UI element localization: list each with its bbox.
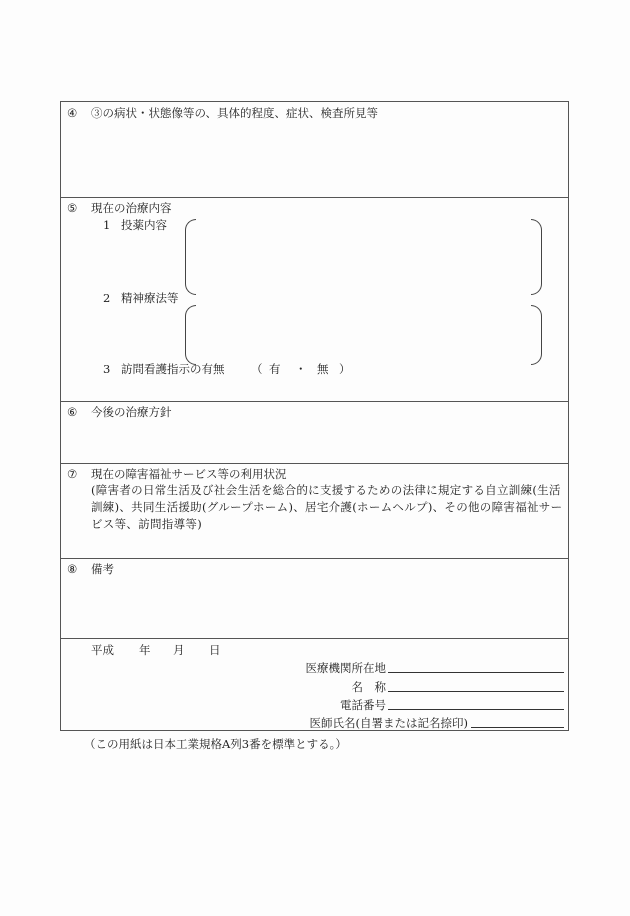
section-7-title: 現在の障害福祉サービス等の利用状況	[91, 467, 287, 481]
section-6-number: ⑥	[67, 405, 78, 419]
section-8-title: 備考	[91, 562, 114, 576]
section-7-number: ⑦	[67, 467, 78, 481]
item-1-number: 1	[103, 218, 111, 232]
choice-yes[interactable]: 有	[269, 362, 281, 376]
section-7-note: (障害者の日常生活及び社会生活を総合的に支援するための法律に規定する自立訓練(生活訓練)、共同生活援助(グループホーム)、居宅介護(ホームヘルプ)、その他の障害福祉サービス等、訪問指導等)	[91, 483, 563, 531]
footer-note: （この用紙は日本工業規格A列3番を標準とする。）	[84, 737, 347, 751]
item-1-label: 投薬内容	[121, 218, 167, 232]
item-3-label: 訪問看護指示の有無	[121, 362, 225, 376]
section-6-title: 今後の治療方針	[91, 405, 172, 419]
item-3-number: 3	[103, 362, 111, 376]
medication-field[interactable]	[197, 219, 529, 293]
section-8-number: ⑧	[67, 562, 78, 576]
item-2-number: 2	[103, 291, 111, 305]
name-field[interactable]	[388, 679, 564, 692]
left-bracket	[185, 305, 196, 365]
section-4-number: ④	[67, 106, 78, 120]
right-bracket	[531, 219, 542, 295]
name-label: 名 称	[351, 680, 386, 694]
section-4-title: ③の病状・状態像等の、具体的程度、症状、検査所見等	[91, 106, 379, 120]
day-label: 日	[209, 643, 221, 657]
psychotherapy-field[interactable]	[197, 305, 529, 363]
divider	[61, 197, 568, 198]
address-label: 医療機関所在地	[305, 661, 386, 675]
year-label: 年	[139, 643, 151, 657]
section-5-title: 現在の治療内容	[91, 201, 172, 215]
left-bracket	[185, 219, 196, 295]
doctor-label: 医師氏名(自署または記名捺印)	[309, 716, 468, 730]
divider	[61, 558, 568, 559]
choice-separator: ・	[295, 362, 307, 376]
era-label: 平成	[91, 643, 114, 657]
divider	[61, 401, 568, 402]
phone-field[interactable]	[388, 697, 564, 710]
item-2-label: 精神療法等	[121, 291, 179, 305]
choice-open-paren: （	[251, 362, 263, 376]
choice-no[interactable]: 無	[317, 362, 329, 376]
month-label: 月	[173, 643, 185, 657]
right-bracket	[531, 305, 542, 365]
form-table	[60, 101, 569, 731]
divider	[61, 463, 568, 464]
phone-label: 電話番号	[340, 698, 386, 712]
doctor-signature-field[interactable]	[471, 715, 564, 728]
choice-close-paren: ）	[339, 362, 351, 376]
divider	[61, 638, 568, 639]
section-5-number: ⑤	[67, 201, 78, 215]
address-field[interactable]	[388, 660, 564, 673]
